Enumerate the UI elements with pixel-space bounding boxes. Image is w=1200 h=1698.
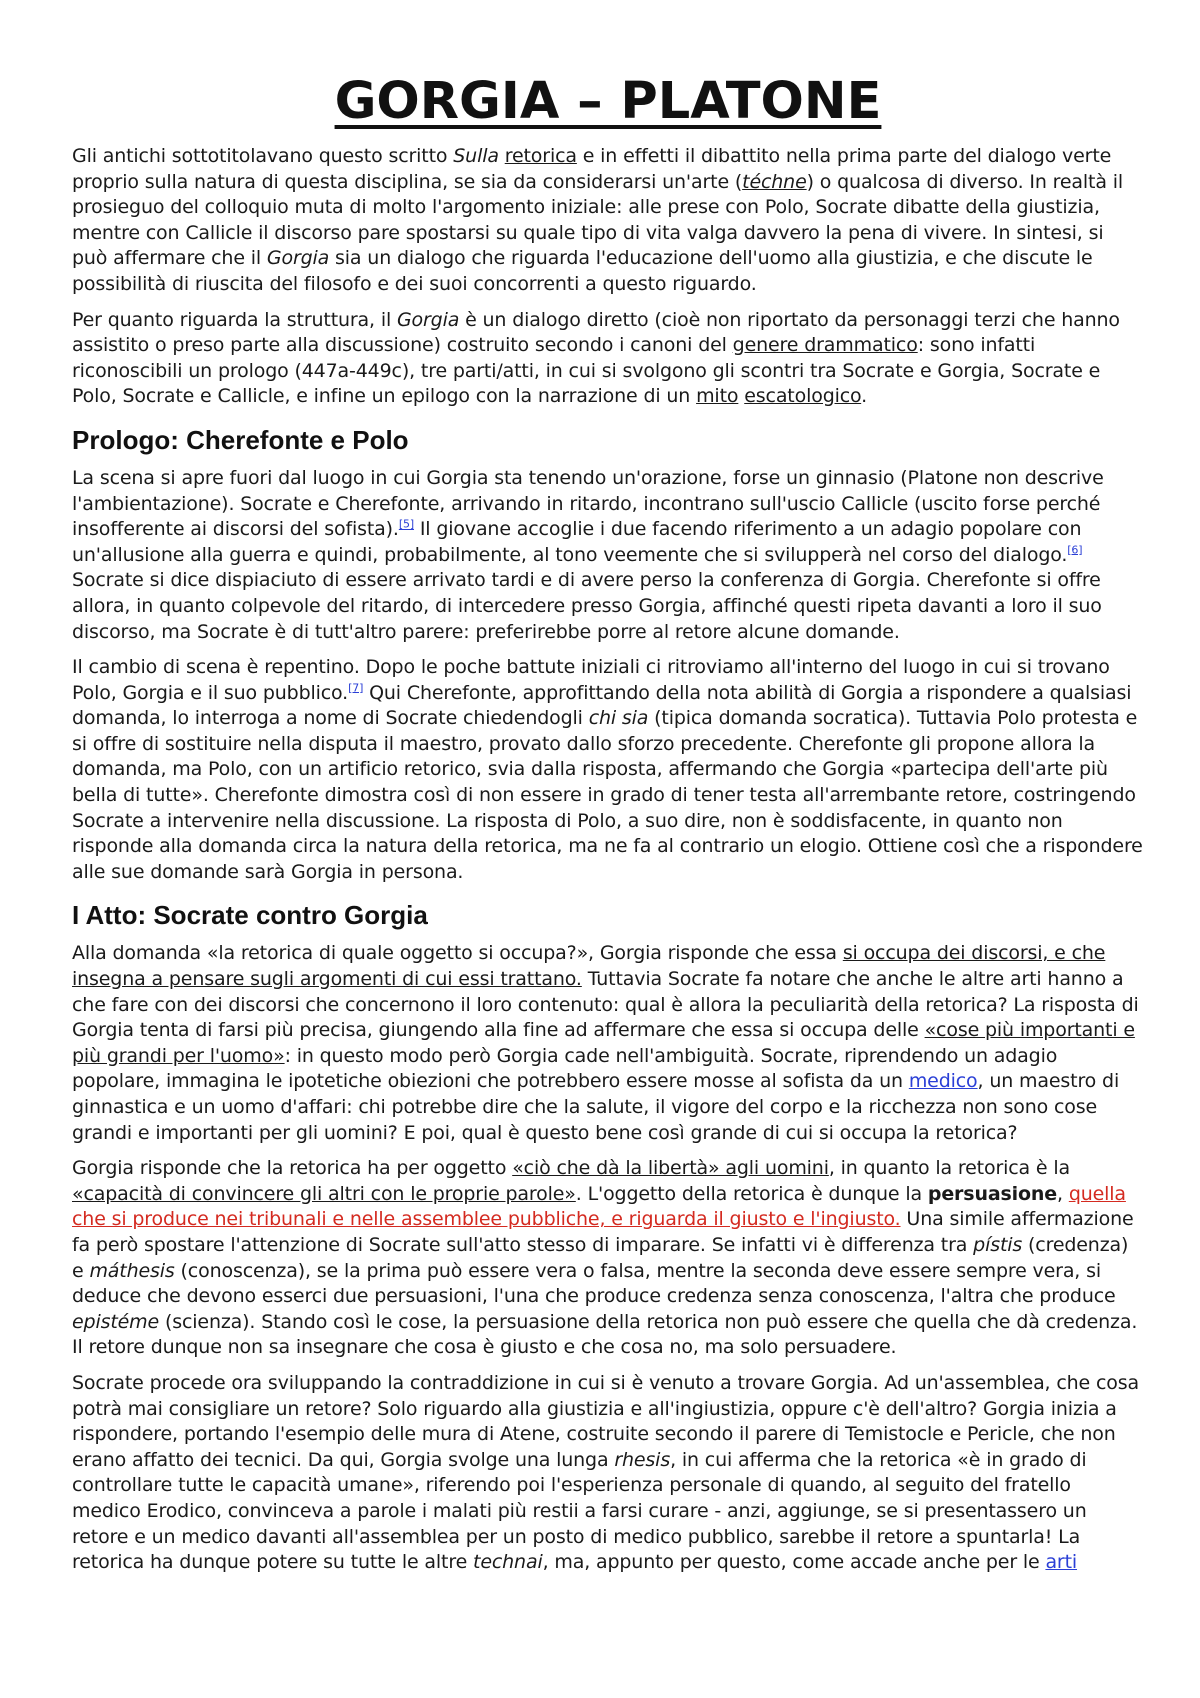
link-genere-drammatico[interactable]: genere drammatico	[732, 334, 918, 357]
text-run: Alla domanda «la retorica di quale oggetto si occupa?», Gorgia risponde che essa	[72, 942, 843, 965]
text-run: Il cambio di scena è repentino. Dopo le poche battute iniziali ci ritroviamo all'interno del luogo in cui si trovano Polo, Gorgia e il suo pubblico.	[72, 656, 1110, 704]
text-run: pístis	[973, 1233, 1023, 1256]
footnote-ref-label[interactable]: [6]	[1067, 543, 1083, 557]
text-run: è un dialogo diretto (cioè non riportato da personaggi terzi che hanno assistito o preso parte alla discussione) costruito secondo i canoni del	[72, 308, 1120, 357]
paragraph-atto-1-c	[72, 1371, 1144, 1576]
text-run: Gorgia risponde che la retorica ha per oggetto	[72, 1157, 513, 1180]
text-run: Il giovane accoglie i due facendo riferimento a un adagio popolare con un'allusione alla guerra e quindi, probabilmente, al tono veemente che si svilupperà nel corso del dialogo.	[72, 518, 1082, 566]
text-run: Per quanto riguarda la struttura, il	[72, 308, 397, 331]
text-run: (conoscenza), se la prima può essere vera o falsa, mentre la seconda deve essere sempre vera, si deduce che devono esserci due persuasioni, l'una che produce credenza senza conoscenza, l'altra che produce	[72, 1259, 1116, 1308]
text-run: . L'oggetto della retorica è dunque la	[575, 1182, 928, 1205]
text-run: máthesis	[89, 1259, 175, 1282]
underlined-text: «cose più importanti e più grandi per l'uomo»	[72, 1019, 1135, 1067]
text-run: Sulla	[453, 145, 499, 167]
text-run: Gli antichi sottotitolavano questo scritto	[72, 145, 454, 167]
paragraph-prologo-2	[72, 655, 1144, 885]
text-run: Socrate si dice dispiaciuto di essere arrivato tardi e di avere perso la conferenza di Gorgia. Cherefonte si offre allora, in quanto colpevole del ritardo, di intercedere presso Gorgia, affinché questi ripeta davanti a loro il suo discorso, ma Socrate è di tutt'altro parere: preferirebbe porre al retore alcune domande.	[72, 569, 1102, 643]
section-heading-atto-1: I Atto: Socrate contro Gorgia	[72, 900, 428, 931]
text-run: .	[861, 385, 868, 408]
text-run: (tipica domanda socratica). Tuttavia Polo protesta e si offre di sostituire nella disputa il maestro, provato dallo sforzo precedente. Cherefonte gli propone allora la domanda, ma Polo, con un artificio retorico, svia dalla risposta, affermando che Gorgia «partecipa dell'arte più bella di tutte». Cherefonte dimostra così di non essere in grado di tener testa all'arrembante retore, costringendo Socrate a intervenire nella discussione. La risposta di Polo, a suo dire, non è soddisfacente, in quanto non risponde alla domanda circa la natura della retorica, ma ne fa al contrario un elogio. Ottiene così che a rispondere alle sue domande sarà Gorgia in persona.	[72, 707, 1143, 883]
paragraph-atto-1-a	[72, 941, 1144, 1146]
footnote-ref[interactable]	[1067, 543, 1082, 556]
text-run: chi sia	[588, 707, 649, 730]
underlined-text: si occupa dei discorsi, e che insegna a pensare sugli argomenti di cui essi trattano.	[72, 942, 1106, 991]
footnote-ref-label[interactable]: [5]	[398, 517, 414, 531]
footnote-ref[interactable]	[399, 518, 414, 531]
page-title: GORGIA – PLATONE	[334, 72, 882, 131]
footnote-ref-label[interactable]: [7]	[348, 681, 364, 695]
link-arti[interactable]: arti	[1045, 1551, 1078, 1574]
paragraph-intro	[72, 144, 1144, 298]
paragraph-atto-1-b	[72, 1156, 1144, 1361]
text-run: ) o qualcosa di diverso. In realtà il prosieguo del colloquio muta di molto l'argomento iniziale: alle prese con Polo, Socrate dibatte della giustizia, mentre con Callicle il discorso pare spostarsi su quale tipo di vita valga davvero la pena di vivere. In sintesi, si può affermare che il	[72, 170, 1123, 270]
text-run: ,	[1057, 1182, 1069, 1205]
bold-term: persuasione	[927, 1182, 1058, 1205]
underlined-text: «ciò che dà la libertà» agli uomini	[512, 1157, 829, 1180]
link-retorica[interactable]: retorica	[504, 145, 577, 167]
text-run: Tuttavia Socrate fa notare che anche le altre arti hanno a che fare con dei discorsi che concernono il loro contenuto: qual è allora la peculiarità della retorica? La risposta di Gorgia tenta di farsi più precisa, giungendo alla fine ad affermare che essa si occupa delle	[72, 968, 1139, 1042]
text-run: Qui Cherefonte, approfittando della nota abilità di Gorgia a rispondere a qualsiasi domanda, lo interroga a nome di Socrate chiedendogli	[72, 681, 1132, 730]
footnote-ref[interactable]	[348, 681, 363, 694]
text-run: : sono infatti riconoscibili un prologo (447a-449c), tre parti/atti, in cui si svolgono gli scontri tra Socrate e Gorgia, Socrate e Polo, Socrate e Callicle, e infine un epilogo con la narrazione di un	[72, 334, 1101, 408]
link-escatologico[interactable]: escatologico	[744, 385, 862, 408]
text-run: technai	[473, 1551, 543, 1574]
text-run: , in quanto la retorica è la	[828, 1157, 1070, 1180]
text-run: sia un dialogo che riguarda l'educazione dell'uomo alla giustizia, e che discute le possibilità di riuscita del filosofo e dei suoi concorrenti a questo riguardo.	[72, 247, 1093, 295]
text-run: e in effetti il dibattito nella prima parte del dialogo verte proprio sulla natura di questa disciplina, se sia da considerarsi un'arte (	[72, 145, 1112, 193]
text-run: Gorgia	[396, 308, 460, 331]
red-underlined-text: quella che si produce nei tribunali e nelle assemblee pubbliche, e riguarda il giusto e l'ingiusto.	[72, 1182, 1126, 1231]
text-run: epistéme	[72, 1310, 160, 1333]
text-run: Una simile affermazione fa però spostare l'attenzione di Socrate sull'atto stesso di imparare. Se infatti vi è differenza tra	[72, 1208, 1134, 1256]
paragraph-prologo-1	[72, 466, 1144, 645]
text-run: , in cui afferma che la retorica «è in grado di controllare tutte le capacità umane», riferendo poi l'esperienza personale di quando, al seguito del fratello medico Erodico, convinceva a parole i malati più restii a farsi curare - anzi, aggiunge, se si presentassero un retore e un medico davanti all'assemblea per un posto di medico pubblico, sarebbe il retore a spuntarla! La retorica ha dunque potere su tutte le altre	[72, 1448, 1087, 1574]
text-run: (scienza). Stando così le cose, la persuasione della retorica non può essere che quella che dà credenza. Il retore dunque non sa insegnare che cosa è giusto e che cosa no, ma solo persuadere.	[72, 1310, 1138, 1359]
link-medico[interactable]: medico	[908, 1070, 978, 1093]
link-mito[interactable]: mito	[696, 385, 739, 408]
section-heading-prologo: Prologo: Cherefonte e Polo	[72, 424, 409, 455]
link-techne[interactable]: téchne	[742, 170, 807, 193]
text-run: rhesis	[614, 1448, 671, 1471]
text-run: , un maestro di ginnastica e un uomo d'affari: chi potrebbe dire che la salute, il vigore del corpo e la ricchezza non sono cose grandi e importanti per gli uomini? E poi, qual è questo bene così grande di cui si occupa la retorica?	[72, 1070, 1120, 1144]
text-run: (credenza) e	[72, 1233, 1129, 1282]
text-run: La scena si apre fuori dal luogo in cui Gorgia sta tenendo un'orazione, forse un ginnasio (Platone non descrive l'ambientazione). Socrate e Cherefonte, arrivando in ritardo, incontrano sull'uscio Callicle (uscito forse perché insofferente ai discorsi del sofista).	[72, 466, 1104, 541]
paragraph-structure	[72, 308, 1144, 410]
text-run: Socrate procede ora sviluppando la contraddizione in cui si è venuto a trovare Gorgia. Ad un'assemblea, che cosa potrà mai consigliare un retore? Solo riguardo alla giustizia e all'ingiustizia, oppure c'è dell'altro? Gorgia inizia a rispondere, portando l'esempio delle mura di Atene, costruite secondo il parere di Temistocle e Pericle, che non erano affatto dei tecnici. Da qui, Gorgia svolge una lunga	[72, 1371, 1139, 1471]
text-run: : in questo modo però Gorgia cade nell'ambiguità. Socrate, riprendendo un adagio popolare, immagina le ipotetiche obiezioni che potrebbero essere mosse al sofista da un	[72, 1044, 1058, 1093]
underlined-text: «capacità di convincere gli altri con le proprie parole»	[72, 1182, 576, 1205]
text-run: Gorgia	[266, 247, 330, 270]
text-run: , ma, appunto per questo, come accade anche per le	[542, 1551, 1046, 1574]
